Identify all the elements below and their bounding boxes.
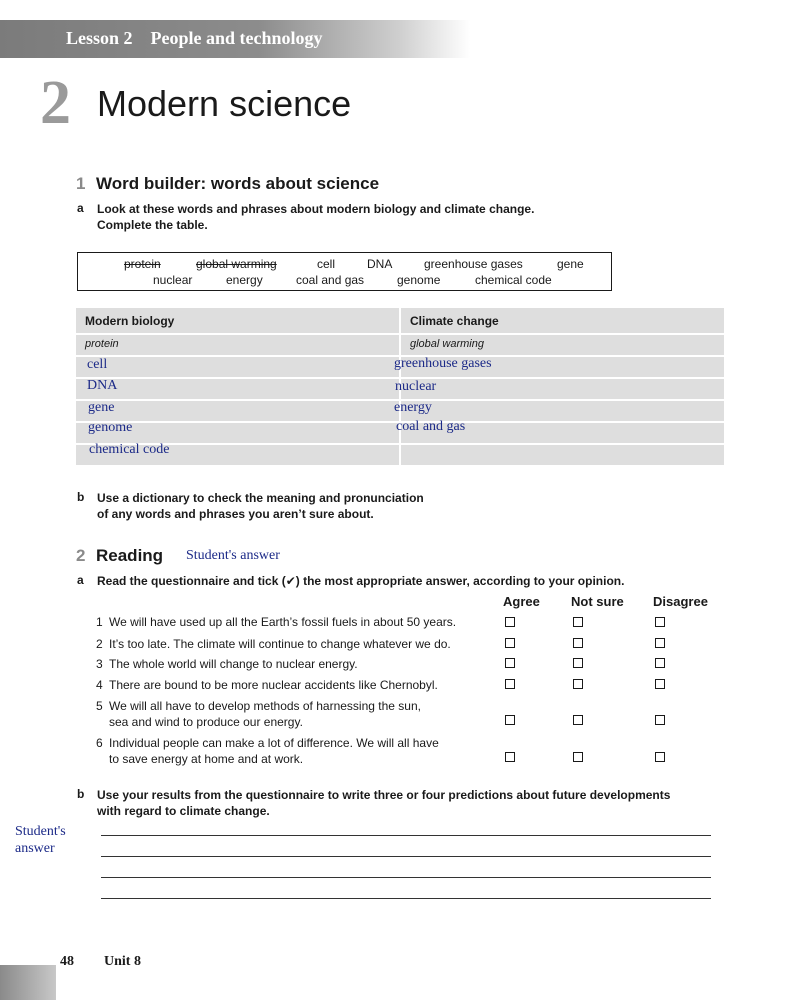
question-text: The whole world will change to nuclear energy. (109, 657, 358, 671)
lesson-number: 2 (40, 69, 71, 137)
q1-disagree-checkbox[interactable] (655, 617, 665, 627)
writing-line[interactable] (101, 898, 711, 899)
table-cell[interactable] (76, 357, 399, 377)
handwritten-answer: gene (88, 400, 115, 415)
page-title: Modern science (97, 83, 352, 124)
handwritten-answer: greenhouse gases (394, 356, 492, 371)
handwritten-answer: DNA (87, 378, 118, 393)
q4-disagree-checkbox[interactable] (655, 679, 665, 689)
table-cell (76, 335, 399, 355)
table-row (76, 335, 724, 355)
q3-not-sure-checkbox[interactable] (573, 658, 583, 668)
column-agree: Agree (503, 594, 540, 609)
question-text: There are bound to be more nuclear accidents like Chernobyl. (109, 678, 438, 692)
q2-not-sure-checkbox[interactable] (573, 638, 583, 648)
margin-note-line: answer (15, 841, 55, 856)
question-4 (96, 677, 438, 693)
question-6 (96, 735, 439, 766)
word: chemical code (475, 273, 552, 287)
question-text: We will all have to develop methods of harnessing the sun, (109, 699, 421, 713)
table-header-cell (401, 308, 724, 333)
lesson-header-label: Lesson 2 People and technology (66, 28, 323, 48)
word-box-row1 (78, 257, 610, 273)
word-box (77, 252, 612, 291)
question-number: 1 (96, 615, 103, 629)
handwritten-answer: coal and gas (396, 419, 466, 434)
q6-not-sure-checkbox[interactable] (573, 752, 583, 762)
instruction-line: Complete the table. (97, 218, 208, 232)
section2-a-instruction: Read the questionnaire and tick (✔) the most appropriate answer, according to your opinion. (97, 574, 625, 588)
margin-note-line: Student's (15, 824, 66, 839)
q2-disagree-checkbox[interactable] (655, 638, 665, 648)
section1-b-instruction (97, 490, 424, 522)
instruction-line: of any words and phrases you aren’t sure about. (97, 507, 374, 521)
question-number: 4 (96, 678, 103, 692)
question-number: 2 (96, 637, 103, 651)
q1-agree-checkbox[interactable] (505, 617, 515, 627)
word: DNA (367, 257, 393, 271)
word-box-row2 (78, 273, 610, 289)
writing-line[interactable] (101, 877, 711, 878)
section1-title: Word builder: words about science (96, 174, 380, 193)
section1-b-letter: b (77, 490, 85, 504)
section2-b-instruction (97, 787, 670, 819)
question-5 (96, 698, 421, 729)
q1-not-sure-checkbox[interactable] (573, 617, 583, 627)
table-cell[interactable] (76, 379, 399, 399)
handwritten-answer: genome (88, 420, 133, 435)
question-text: sea and wind to produce our energy. (109, 715, 303, 729)
question-number: 6 (96, 736, 103, 750)
table-cell[interactable] (76, 401, 399, 421)
page-number: 48 (60, 954, 74, 969)
column-header: Climate change (410, 314, 499, 328)
question-text: to save energy at home and at work. (109, 752, 304, 766)
handwritten-answer: chemical code (89, 442, 170, 457)
q6-disagree-checkbox[interactable] (655, 752, 665, 762)
question-3 (96, 656, 358, 672)
q5-disagree-checkbox[interactable] (655, 715, 665, 725)
q5-not-sure-checkbox[interactable] (573, 715, 583, 725)
section2-b-letter: b (77, 787, 85, 801)
section1-a-instruction (97, 201, 534, 233)
instruction-line: Look at these words and phrases about modern biology and climate change. (97, 202, 535, 216)
table-cell[interactable] (401, 445, 724, 465)
q4-not-sure-checkbox[interactable] (573, 679, 583, 689)
section2-a-letter: a (77, 573, 84, 587)
q3-disagree-checkbox[interactable] (655, 658, 665, 668)
handwritten-note: Student's answer (186, 548, 280, 563)
word: greenhouse gases (424, 257, 523, 271)
handwritten-answer: cell (87, 357, 108, 372)
question-number: 5 (96, 699, 103, 713)
word-struck: protein (124, 257, 161, 271)
question-2 (96, 636, 451, 652)
footer-band (0, 965, 56, 1000)
q6-agree-checkbox[interactable] (505, 752, 515, 762)
table-cell[interactable] (401, 379, 724, 399)
writing-line[interactable] (101, 835, 711, 836)
handwritten-answer: energy (394, 400, 432, 415)
word: coal and gas (296, 273, 365, 287)
question-text: It’s too late. The climate will continue to change whatever we do. (109, 637, 451, 651)
section2-number: 2 (76, 546, 86, 565)
word: cell (317, 257, 336, 271)
question-1 (96, 614, 457, 630)
unit-label: Unit 8 (104, 954, 141, 969)
table-cell (401, 335, 724, 355)
question-text: We will have used up all the Earth’s fossil fuels in about 50 years. (109, 615, 457, 629)
word: genome (397, 273, 441, 287)
instruction-line: Use a dictionary to check the meaning and pronunciation (97, 491, 424, 505)
q4-agree-checkbox[interactable] (505, 679, 515, 689)
table-header-cell (76, 308, 399, 333)
instruction-line: with regard to climate change. (97, 804, 270, 818)
table-header-row (76, 308, 724, 333)
table-row (76, 445, 724, 465)
section2-title: Reading (96, 546, 164, 565)
instruction-line: Use your results from the questionnaire to write three or four predictions about future developments (97, 788, 671, 802)
table-cell[interactable] (401, 401, 724, 421)
column-disagree: Disagree (653, 594, 708, 609)
section1-a-letter: a (77, 201, 84, 215)
q2-agree-checkbox[interactable] (505, 638, 515, 648)
section1-number: 1 (76, 174, 86, 193)
question-text: Individual people can make a lot of difference. We will all have (109, 736, 439, 750)
word: nuclear (153, 273, 193, 287)
word-struck: global warming (196, 257, 277, 271)
example-answer: protein (85, 338, 119, 350)
word: energy (226, 273, 263, 287)
word: gene (557, 257, 584, 271)
example-answer: global warming (410, 338, 484, 350)
column-not-sure: Not sure (571, 594, 624, 609)
writing-line[interactable] (101, 856, 711, 857)
column-header: Modern biology (85, 314, 175, 328)
q3-agree-checkbox[interactable] (505, 658, 515, 668)
q5-agree-checkbox[interactable] (505, 715, 515, 725)
handwritten-answer: nuclear (395, 379, 437, 394)
question-number: 3 (96, 657, 103, 671)
